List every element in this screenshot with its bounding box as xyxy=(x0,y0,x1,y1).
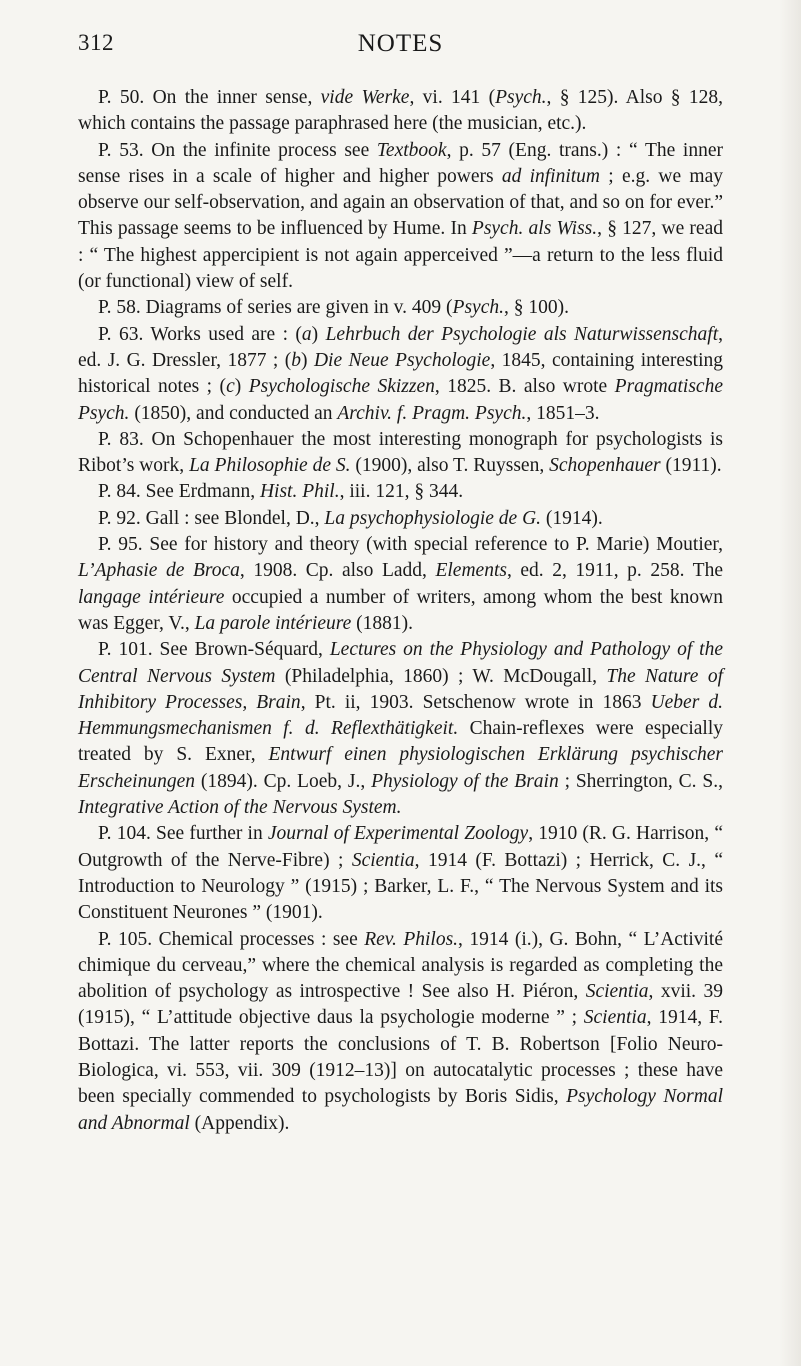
note-p95 xyxy=(78,532,723,637)
note-p104 xyxy=(78,821,723,926)
note-italic-text: a xyxy=(301,323,312,345)
note-italic-text: Psychologische Skizzen xyxy=(248,376,435,398)
note-italic-text: Scientia xyxy=(583,1007,647,1029)
note-text: , vi. 141 ( xyxy=(409,87,496,108)
page-header xyxy=(78,30,723,70)
note-text: P. 63. Works used are : ( xyxy=(98,323,302,345)
note-italic-text: Textbook xyxy=(376,139,447,161)
note-text: , 1914 (F. Bottazi) ; Herrick, C. J., “ Introduction to Neurology ” (1915) ; Barker, L. F., “ The Nervous System and its Constituent Neurones ” (1901). xyxy=(78,849,724,924)
note-text: P. 84. See Erdmann, xyxy=(98,481,260,503)
note-text: (1911). xyxy=(660,455,722,477)
note-italic-text: langage intérieure xyxy=(78,586,225,608)
note-italic-text: Psych. als Wiss. xyxy=(471,218,598,240)
page-edge-shadow xyxy=(779,0,801,1366)
note-text: , § 127, we read : “ The highest appercipient is not again apperceived ”—a return to the less fluid (or functional) view of self. xyxy=(78,218,723,293)
note-text: , ed. 2, 1911, p. 258. The xyxy=(506,560,723,582)
note-text: (1900), also T. Ruyssen, xyxy=(350,455,550,477)
note-text: P. 101. See Brown-Séquard, xyxy=(98,639,330,661)
note-text: , 1910 (R. G. Harrison, “ Outgrowth of the Nerve-Fibre) ; xyxy=(78,823,723,871)
note-text: , § 125). Also § 128, which contains the passage paraphrased here (the musician, etc.). xyxy=(78,87,723,135)
note-p53 xyxy=(78,138,723,296)
note-text: , Pt. ii, 1903. Setschenow wrote in 1863 xyxy=(300,691,651,713)
running-head: NOTES xyxy=(357,30,444,57)
note-text: , § 100). xyxy=(503,297,569,319)
note-italic-text: vide Werke xyxy=(320,87,410,108)
note-text: (1881). xyxy=(351,612,414,634)
note-text: P. 104. See further in xyxy=(98,823,268,845)
note-text: P. 105. Chemical processes : see xyxy=(98,928,365,950)
note-p92 xyxy=(78,506,723,532)
note-text: ) xyxy=(301,349,314,371)
note-italic-text: Ueber d. Hemmungsmechanismen f. d. Reflexthätigkeit. xyxy=(78,691,723,740)
note-text: ; e.g. we may observe our self-observation, and again an observation of that, and so on for ever.” This passage seems to be influenced by Hume. In xyxy=(78,165,723,240)
note-p84 xyxy=(78,479,723,505)
note-text: , 1908. Cp. also Ladd, xyxy=(239,560,436,582)
note-italic-text: Lectures on the Physiology and Pathology of the Central Nervous System xyxy=(78,639,723,687)
note-italic-text: Psych. xyxy=(452,297,504,319)
note-italic-text: La Philosophie de S. xyxy=(189,455,351,477)
note-text: , 1851–3. xyxy=(526,402,600,424)
note-text: P. 50. On the inner sense, xyxy=(98,87,321,108)
note-italic-text: c xyxy=(226,376,235,398)
note-italic-text: Scientia xyxy=(585,981,649,1003)
note-text: , p. 57 (Eng. trans.) : “ The inner sense rises in a scale of higher and higher powers xyxy=(78,139,723,187)
note-italic-text: Integrative Action of the Nervous System. xyxy=(78,797,402,819)
note-italic-text: b xyxy=(291,349,302,371)
note-italic-text: Journal of Experimental Zoology xyxy=(267,823,529,845)
note-text: (1894). Cp. Loeb, J., xyxy=(194,770,372,792)
note-text: , iii. 121, § 344. xyxy=(339,481,464,503)
note-text: , ed. J. G. Dressler, 1877 ; ( xyxy=(78,323,723,371)
note-text: (1850), and conducted an xyxy=(129,402,338,424)
note-italic-text: Lehrbuch der Psychologie als Naturwissenschaft xyxy=(325,323,719,345)
note-p83 xyxy=(78,427,723,480)
note-text: ) xyxy=(311,323,326,345)
note-text: , 1914, F. Bottazi. The latter reports the conclusions of T. B. Robertson [Folio Neuro-Biologica, vi. 553, vii. 309 (1912–13)] on autocatalytic processes ; these have been specially commended to psychologists by Boris Sidis, xyxy=(78,1007,723,1108)
note-italic-text: Pragmatische Psych. xyxy=(78,376,723,424)
note-text: P. 53. On the infinite process see xyxy=(98,139,377,161)
note-italic-text: Psychology Normal and Abnormal xyxy=(78,1086,723,1134)
note-p63 xyxy=(78,322,723,427)
note-italic-text: Hist. Phil. xyxy=(259,481,340,503)
note-italic-text: ad infinitum xyxy=(501,165,601,187)
note-italic-text: Entwurf einen physiologischen Erklärung psychischer Erscheinungen xyxy=(78,744,724,792)
note-text: ; Sherrington, C. S., xyxy=(558,770,723,792)
note-italic-text: Rev. Philos. xyxy=(364,928,459,950)
note-text: ) xyxy=(234,376,249,398)
note-italic-text: Elements xyxy=(435,560,507,582)
note-italic-text: L’Aphasie de Broca xyxy=(78,560,240,582)
note-text: P. 92. Gall : see Blondel, D., xyxy=(98,507,325,529)
note-p105 xyxy=(78,927,723,1137)
note-italic-text: The Nature of Inhibitory Processes, Brain xyxy=(78,665,723,713)
note-text: occupied a number of writers, among whom the best known was Egger, V., xyxy=(78,586,723,634)
note-text: Chain-reflexes were especially treated by S. Exner, xyxy=(78,718,723,766)
note-text: , 1825. B. also wrote xyxy=(434,376,615,398)
page-number: 312 xyxy=(78,30,114,55)
note-text: , 1845, containing interesting historical notes ; ( xyxy=(78,349,724,398)
note-p58 xyxy=(78,295,723,321)
note-italic-text: La psychophysiologie de G. xyxy=(324,507,542,529)
note-text: (Philadelphia, 1860) ; W. McDougall, xyxy=(275,665,607,687)
note-text: , xvii. 39 (1915), “ L’attitude objective daus la psychologie moderne ” ; xyxy=(78,981,723,1029)
note-text: (1914). xyxy=(541,507,603,529)
note-text: P. 58. Diagrams of series are given in v. 409 ( xyxy=(98,297,453,319)
note-text: P. 95. See for history and theory (with special reference to P. Marie) Moutier, xyxy=(98,534,723,556)
note-text: (Appendix). xyxy=(189,1112,290,1134)
note-italic-text: Psych. xyxy=(495,87,547,108)
note-italic-text: Archiv. f. Pragm. Psych. xyxy=(337,402,527,424)
note-italic-text: La parole intérieure xyxy=(194,612,352,634)
note-italic-text: Scientia xyxy=(351,849,415,871)
note-italic-text: Die Neue Psychologie xyxy=(313,349,491,371)
note-text: , 1914 (i.), G. Bohn, “ L’Activité chimique du cerveau,” where the chemical analysis is regarded as completing the abolition of psychology as introspective ! See also H. Piéron, xyxy=(78,928,724,1003)
note-italic-text: Schopenhauer xyxy=(549,455,661,477)
note-italic-text: Physiology of the Brain xyxy=(371,770,559,792)
note-text: P. 83. On Schopenhauer the most interesting monograph for psychologists is Ribot’s work, xyxy=(78,428,723,477)
note-p101 xyxy=(78,637,723,821)
notes-body xyxy=(78,85,723,1137)
note-p50 xyxy=(78,85,723,138)
